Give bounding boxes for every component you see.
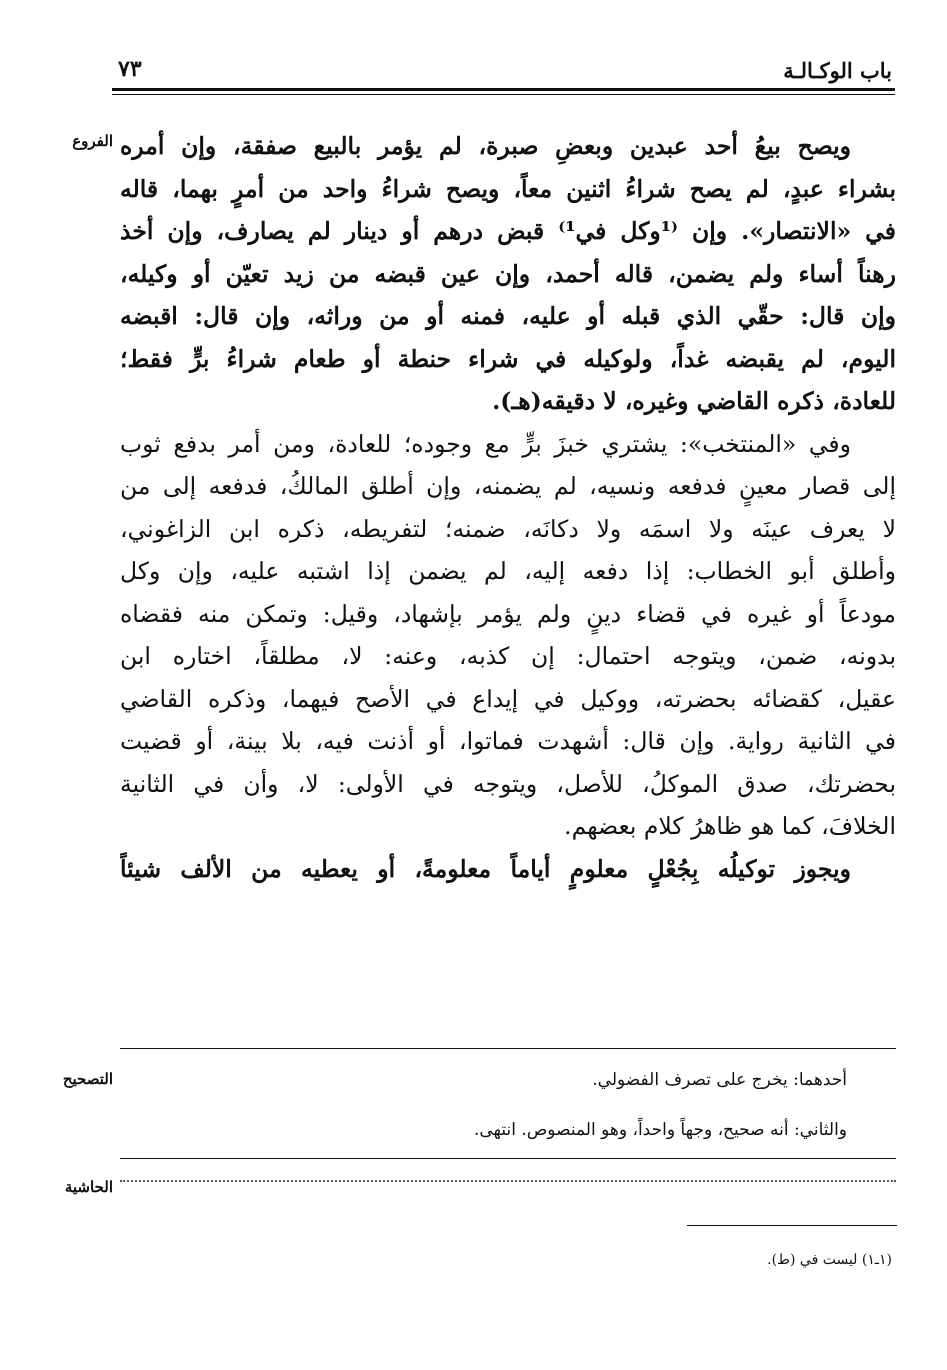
text-line: وأطلق أبو الخطاب: إذا دفعه إليه، لم يضمن إذا اشتبه عليه، وإن وكل <box>120 557 896 585</box>
text-line: وفي «المنتخب»: يشتري خبزَ برٍّ مع وجوده؛ للعادة، ومن أمر بدفع ثوب <box>120 429 851 458</box>
text-line: ويجوز توكيلُه بِجُعْلٍ معلومٍ أياماً معلومةً، أو يعطيه من الألف شيئاً <box>120 854 851 883</box>
text-line: للعادة، ذكره القاضي وغيره، لا دقيقه(هـ). <box>492 387 896 415</box>
tashih-line: أحدهما: يخرج على تصرف الفضولي. <box>592 1070 847 1090</box>
side-label-furu: الفروع <box>72 132 113 150</box>
text-line: بشراء عبدٍ، لم يصح شراءُ اثنين معاً، ويصح شراءُ واحد من أمرٍ بهما، قاله <box>120 174 896 203</box>
footnote: (١ـ١) ليست في (ط). <box>767 1252 892 1268</box>
text-line: بدونه، ضمن، ويتوجه احتمال: إن كذبه، وعنه: لا، مطلقاً، اختاره ابن <box>120 642 896 670</box>
text-line: بحضرتك، صدق الموكلُ، للأصل، ويتوجه في الأولى: لا، وأن في الثانية <box>120 769 896 798</box>
divider <box>120 1158 896 1159</box>
text-line: إلى قصار معينٍ فدفعه ونسيه، لم يضمنه، وإن أطلق المالكُ، فدفعه إلى من <box>120 472 896 500</box>
footnote-rule <box>687 1225 897 1226</box>
dotted-line <box>120 1180 896 1182</box>
text-line: ويصح بيعُ أحد عبدين وبعضِ صبرة، لم يؤمر بالبيع صفقة، وإن أمره <box>120 132 851 160</box>
text-line: رهناً أساء ولم يضمن، قاله أحمد، وإن عين قبضه من زيد تعيّن أو وكيله، <box>120 259 896 288</box>
main-text <box>120 125 896 890</box>
text-line: عقيل، كقضائه بحضرته، ووكيل في إيداع في الأصح فيهما، وذكره القاضي <box>120 684 896 713</box>
side-label-tashih: التصحيح <box>62 1070 113 1088</box>
text-line: الخلافَ، كما هو ظاهرُ كلام بعضهم. <box>564 812 896 840</box>
text-line: وإن قال: حقّي الذي قبله أو عليه، فمنه أو من وراثه، وإن قال: اقبضه <box>120 302 896 330</box>
side-label-hashiya: الحاشية <box>64 1178 113 1196</box>
page-number: ٧٣ <box>118 56 142 82</box>
header-rule <box>112 88 895 91</box>
text-line: في «الانتصار». وإن ⁽¹وكل في¹⁾ قبض درهم أو دينار لم يصارف، وإن أخذ <box>120 217 896 245</box>
header-rule-thin <box>112 94 895 95</box>
text-line: مودعاً أو غيره في قضاء دينٍ ولم يؤمر بإشهاد، وقيل: وتمكن منه فقضاه <box>120 599 896 628</box>
text-line: اليوم، لم يقبضه غداً، ولوكيله في شراء حنطة أو طعام شراءُ برٍّ فقط؛ <box>120 344 896 373</box>
header-title: باب الوكـالـة <box>783 58 892 83</box>
text-line: في الثانية رواية. وإن قال: أشهدت فماتوا، أو أذنت فيه، بلا بينة، أو قضيت <box>120 727 896 755</box>
tashih-line: والثاني: أنه صحيح، وجهاً واحداً، وهو المنصوص. انتهى. <box>473 1120 847 1140</box>
divider <box>120 1048 896 1049</box>
text-line: لا يعرف عينَه ولا اسمَه ولا دكانَه، ضمنه؛ لتفريطه، ذكره ابن الزاغوني، <box>120 514 896 543</box>
